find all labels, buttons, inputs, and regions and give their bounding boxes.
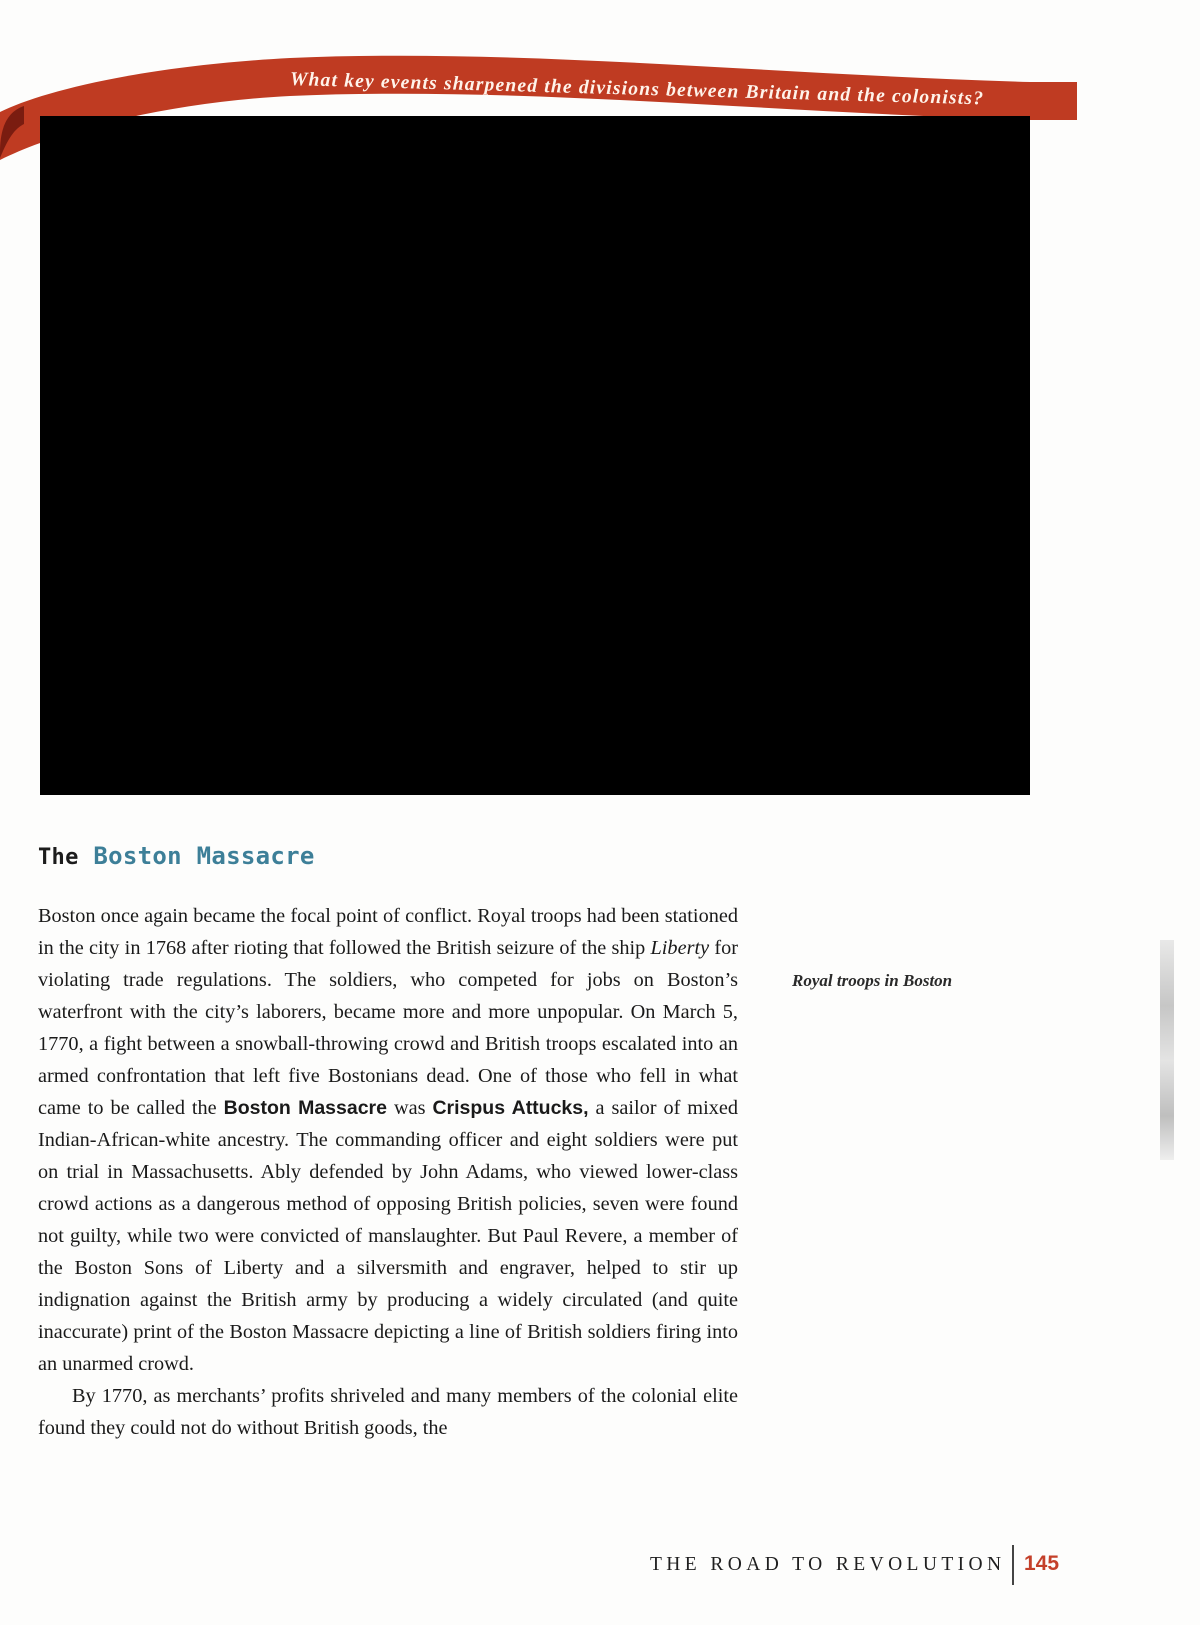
section-heading bbox=[38, 842, 315, 870]
key-term-boston-massacre: Boston Massacre bbox=[223, 1097, 387, 1119]
guiding-question: What key events sharpened the divisions between Britain and the colonists? bbox=[289, 69, 985, 110]
body-text bbox=[38, 900, 738, 1444]
section-heading-article: The bbox=[38, 845, 79, 870]
page-number: 145 bbox=[1024, 1552, 1060, 1575]
footer-divider bbox=[1012, 1545, 1014, 1585]
paragraph-2: By 1770, as merchants’ profits shriveled and many members of the colonial elite found they could not do without British goods, the bbox=[38, 1385, 738, 1439]
ship-name-liberty: Liberty bbox=[650, 937, 710, 959]
margin-note: Royal troops in Boston bbox=[792, 971, 953, 990]
section-heading-title: Boston Massacre bbox=[93, 842, 315, 870]
p1-text-1: Boston once again became the focal point of conflict. Royal troops had been stationed in the city in 1768 after rioting that followed the British seizure of the ship bbox=[38, 905, 738, 959]
p1-text-4: a sailor of mixed Indian-African-white ancestry. The commanding officer and eight soldiers were put on trial in Massachusetts. Ably defended by John Adams, who viewed lower-class crowd actions as a dangerous method of opposing British policies, seven were found not guilty, while two were convicted of manslaughter. But Paul Revere, a member of the Boston Sons of Liberty and a silversmith and engraver, helped to stir up indignation against the British army by producing a widely circulated (and quite inaccurate) print of the Boston Massacre depicting a line of British soldiers firing into an unarmed crowd. bbox=[38, 1097, 738, 1375]
redacted-illustration bbox=[40, 116, 1030, 795]
paragraph-1 bbox=[38, 900, 738, 1380]
page-edge-artifact bbox=[1160, 940, 1174, 1160]
key-term-crispus-attucks: Crispus Attucks, bbox=[432, 1097, 589, 1119]
footer-chapter-title: THE ROAD TO REVOLUTION bbox=[650, 1554, 1006, 1575]
p1-text-3: was bbox=[387, 1097, 433, 1119]
p1-text-2: for violating trade regulations. The soldiers, who competed for jobs on Boston’s waterfront with the city’s laborers, became more and more unpopular. On March 5, 1770, a fight between a snowball-throwing crowd and British troops escalated into an armed confrontation that left five Bostonians dead. One of those who fell in what came to be called the bbox=[38, 937, 738, 1119]
